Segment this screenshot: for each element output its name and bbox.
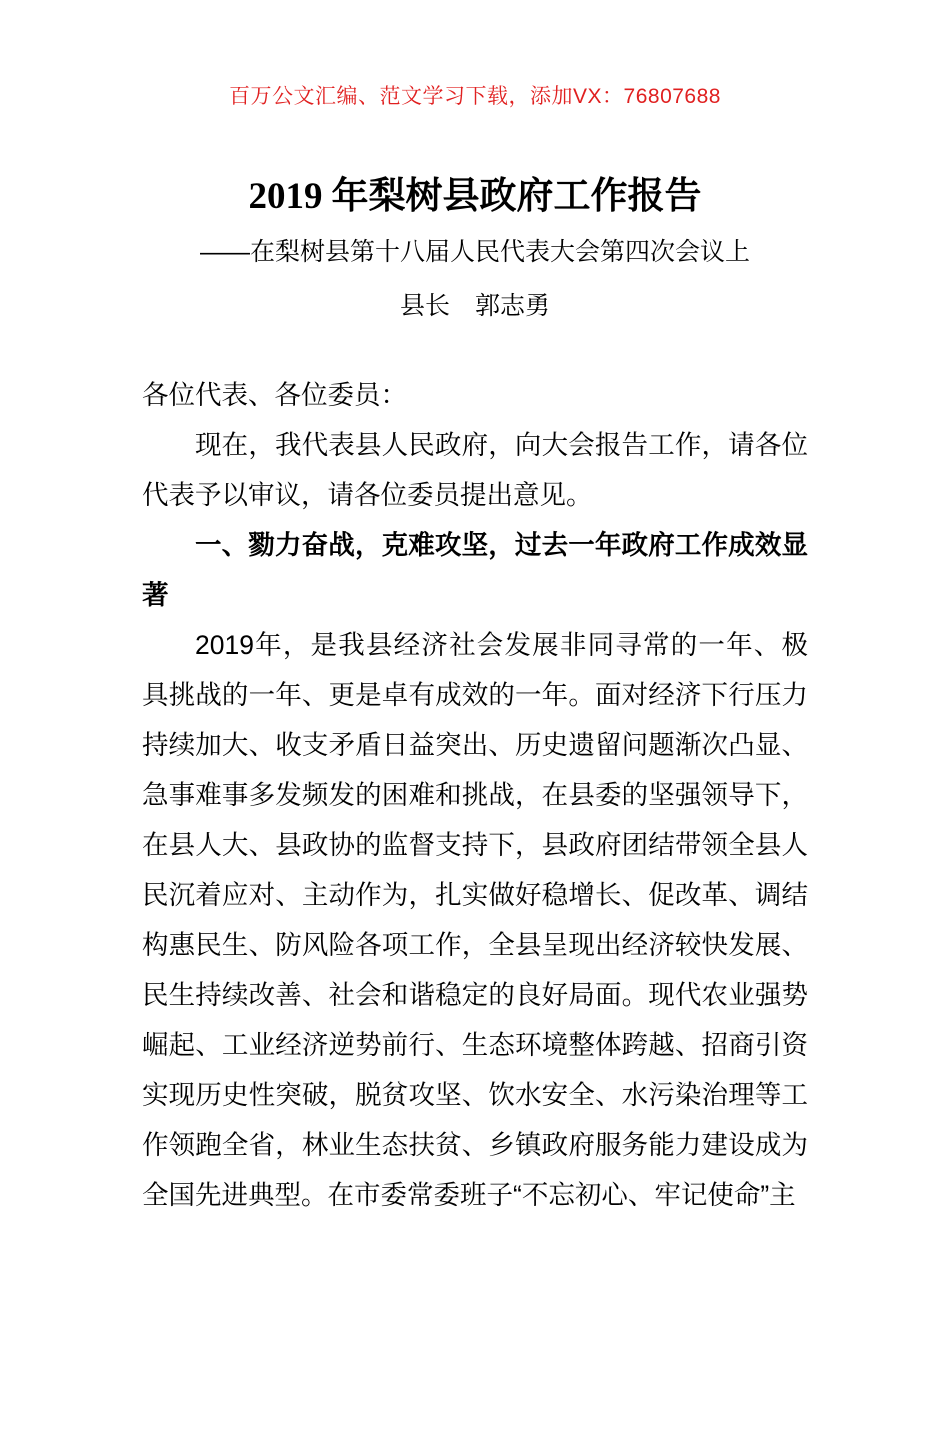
paragraph-intro: 现在，我代表县人民政府，向大会报告工作，请各位代表予以审议，请各位委员提出意见。 <box>142 430 808 510</box>
title-text: 年梨树县政府工作报告 <box>331 175 702 216</box>
paragraph-salutation: 各位代表、各位委员： <box>142 380 407 410</box>
author-line: 县长 郭志勇 <box>399 292 550 320</box>
section-heading: 一、勠力奋战，克难攻坚，过去一年政府工作成效显著 <box>142 530 808 610</box>
paragraph-body: 2019年，是我县经济社会发展非同寻常的一年、极具挑战的一年、更是卓有成效的一年。面对经济下行压力持续加大、收支矛盾日益突出、历史遗留问题渐次凸显、急事难事多发频发的困难和挑战，在县委的坚强领导下，在县人大、县政协的监督支持下，县政府团结带领全县人民沉着应对、主动作为，扎实做好稳增长、促改革、调结构惠民生、防风险各项工作，全县呈现出经济较快发展、民生持续改善、社会和谐稳定的良好局面。现代农业强势崛起、工业经济逆势前行、生态环境整体跨越、招商引资实现历史性突破，脱贫攻坚、饮水安全、水污染治理等工作领跑全省，林业生态扶贫、乡镇政府服务能力建设成为全国先进典型。在市委常委班子“不忘初心、牢记使命”主 <box>142 630 808 1210</box>
title-year: 2019 <box>248 176 323 217</box>
document-body <box>142 370 808 1220</box>
document-subtitle: ——在梨树县第十八届人民代表大会第四次会议上 <box>199 238 750 266</box>
promo-banner: 百万公文汇编、范文学习下载，添加VX：76807688 <box>229 85 721 108</box>
document-page <box>0 85 950 1429</box>
document-title <box>0 173 950 220</box>
